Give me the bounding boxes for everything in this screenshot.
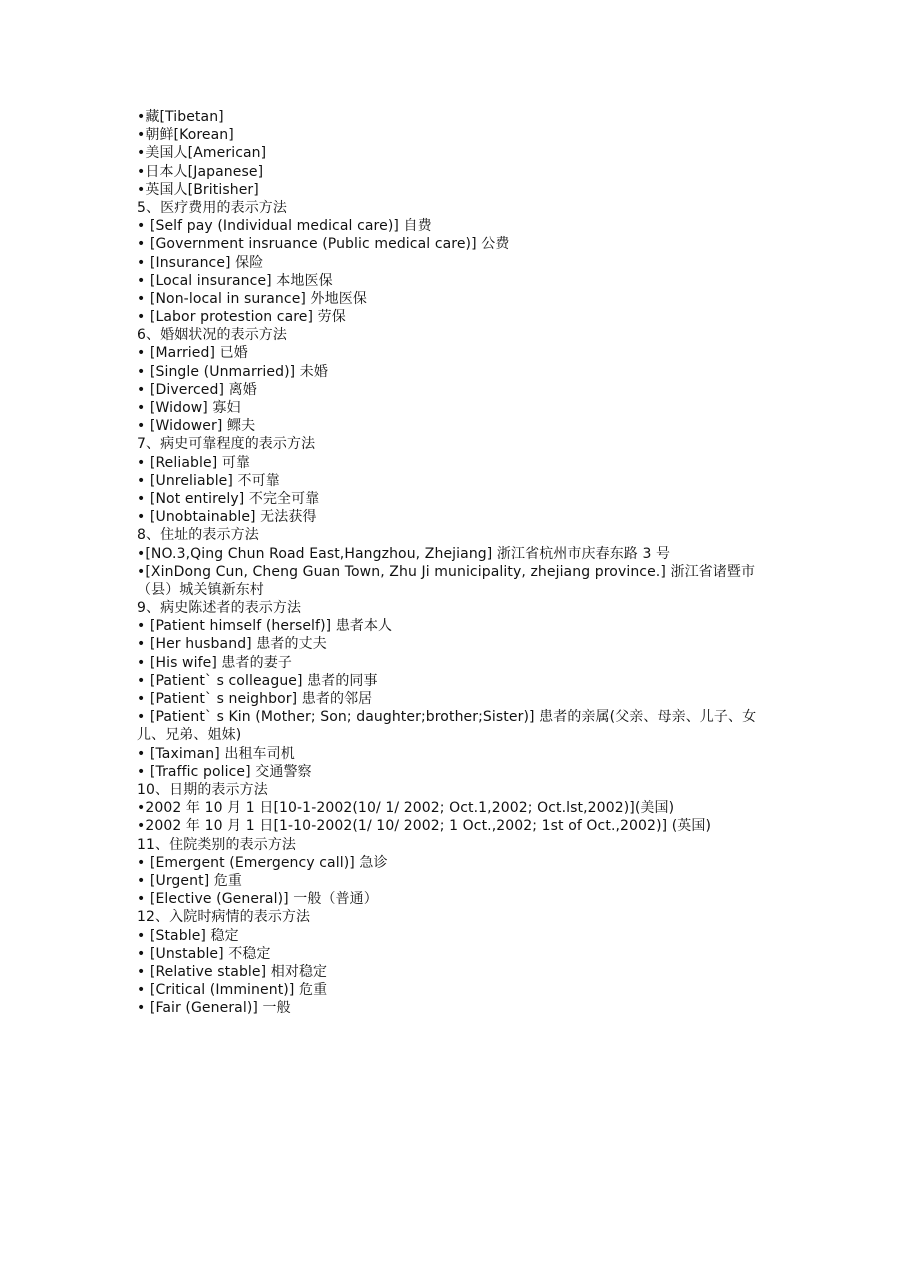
list-item: • [Patient` s colleague] 患者的同事	[137, 672, 378, 689]
section-heading: 12、入院时病情的表示方法	[137, 909, 311, 926]
list-item: • [Unreliable] 不可靠	[137, 472, 280, 489]
list-item: •2002 年 10 月 1 日[1-10-2002(1/ 10/ 2002; 1 Oct.,2002; 1st of Oct.,2002)] (英国)	[137, 818, 712, 835]
list-item: • [Widow] 寡妇	[137, 400, 241, 416]
section-heading: 9、病史陈述者的表示方法	[137, 600, 302, 617]
list-item: • [Self pay (Individual medical care)] 自费	[137, 218, 432, 235]
list-item: • [Unstable] 不稳定	[137, 945, 271, 962]
list-item: • [Patient himself (herself)] 患者本人	[137, 618, 393, 635]
list-item: • [Her husband] 患者的丈夫	[137, 636, 327, 653]
list-item: •[XinDong Cun, Cheng Guan Town, Zhu Ji municipality, zhejiang province.] 浙江省诸暨市（县）城关镇新东村	[137, 563, 756, 598]
list-item: • [Widower] 鳏夫	[137, 418, 256, 435]
list-item: • [Urgent] 危重	[137, 872, 243, 889]
list-item: • [Not entirely] 不完全可靠	[137, 490, 320, 507]
list-item: • [Traffic police] 交通警察	[137, 763, 312, 780]
list-item: • [Unobtainable] 无法获得	[137, 509, 317, 526]
section-heading: 11、住院类别的表示方法	[137, 836, 297, 853]
list-item: • [Fair (General)] 一般	[137, 1000, 291, 1017]
list-item: • [Local insurance] 本地医保	[137, 272, 333, 289]
section-heading: 5、医疗费用的表示方法	[137, 199, 288, 216]
list-item: •美国人[American]	[137, 145, 267, 162]
list-item: •英国人[Britisher]	[137, 181, 259, 198]
list-item: •朝鲜[Korean]	[137, 127, 234, 144]
section-heading: 10、日期的表示方法	[137, 782, 268, 798]
list-item: • [Stable] 稳定	[137, 927, 239, 944]
list-item: • [Insurance] 保险	[137, 254, 264, 271]
list-item: • [Patient` s Kin (Mother; Son; daughter;brother;Sister)] 患者的亲属(父亲、母亲、儿子、女儿、兄弟、姐妹)	[137, 709, 757, 744]
list-item: • [Government insruance (Public medical care)] 公费	[137, 236, 510, 253]
list-item: •2002 年 10 月 1 日[10-1-2002(10/ 1/ 2002; Oct.1,2002; Oct.lst,2002)](美国)	[137, 800, 675, 817]
list-item: •藏[Tibetan]	[137, 109, 224, 125]
list-item: • [Non-local in surance] 外地医保	[137, 290, 367, 307]
section-heading: 8、住址的表示方法	[137, 527, 259, 544]
list-item: • [Married] 已婚	[137, 345, 248, 362]
list-item: • [Labor protestion care] 劳保	[137, 309, 346, 326]
list-item: • [Critical (Imminent)] 危重	[137, 982, 328, 999]
list-item: • [Patient` s neighbor] 患者的邻居	[137, 691, 373, 708]
document-body	[137, 108, 777, 1017]
list-item: • [Emergent (Emergency call)] 急诊	[137, 854, 388, 871]
list-item: • [Diverced] 离婚	[137, 381, 257, 398]
list-item: •日本人[Japanese]	[137, 163, 264, 180]
list-item: • [Elective (General)] 一般（普通）	[137, 891, 378, 908]
list-item: • [His wife] 患者的妻子	[137, 654, 292, 671]
section-heading: 7、病史可靠程度的表示方法	[137, 436, 316, 453]
list-item: • [Taximan] 出租车司机	[137, 745, 295, 762]
section-heading: 6、婚姻状况的表示方法	[137, 327, 288, 344]
list-item: • [Relative stable] 相对稳定	[137, 963, 328, 980]
list-item: •[NO.3,Qing Chun Road East,Hangzhou, Zhejiang] 浙江省杭州市庆春东路 3 号	[137, 545, 671, 562]
list-item: • [Reliable] 可靠	[137, 454, 251, 471]
list-item: • [Single (Unmarried)] 未婚	[137, 363, 328, 380]
